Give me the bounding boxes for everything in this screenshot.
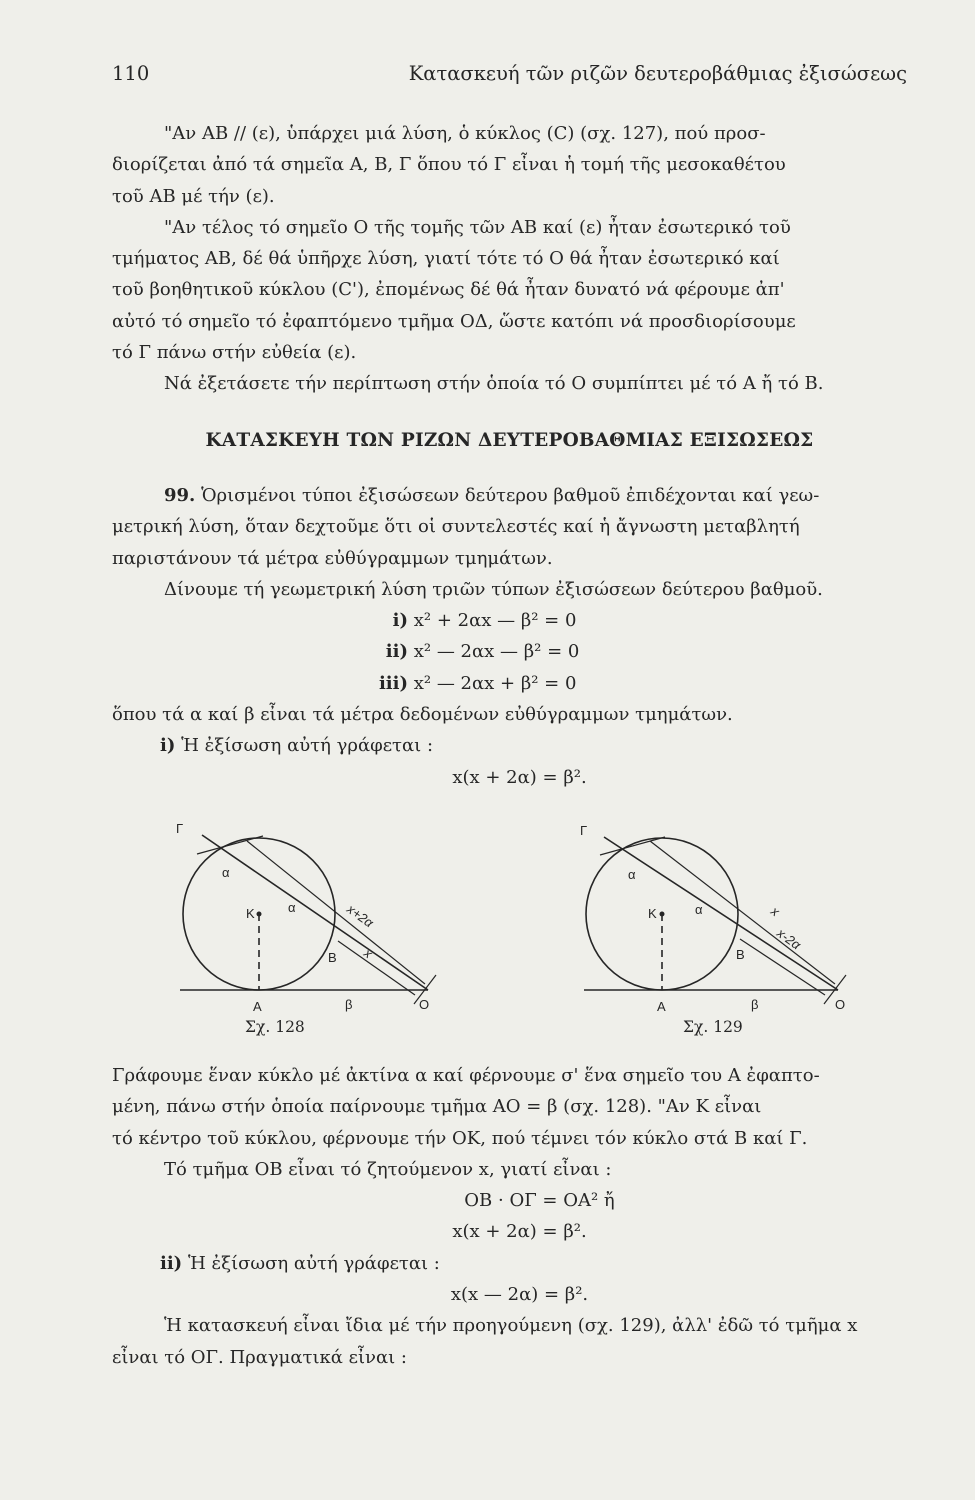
fig128-secant-line xyxy=(202,835,428,990)
para1-line2: διορίζεται ἀπό τά σημεῖα Α, Β, Γ ὅπου τό Γ εἶναι ἡ τομή τῆς μεσοκαθέτου xyxy=(112,154,786,176)
fig128-label-alpha-top: α xyxy=(222,865,230,880)
case1-statement: i) Ἡ ἐξίσωση αὐτή γράφεται : xyxy=(160,735,434,757)
para5: Δίνουμε τή γεωμετρική λύση τριῶν τύπων ἐξισώσεων δεύτερου βαθμοῦ. xyxy=(164,578,823,600)
para7-line3: τό κέντρο τοῦ κύκλου, φέρνουμε τήν ΟΚ, πού τέμνει τόν κύκλο στά Β καί Γ. xyxy=(112,1127,808,1149)
top-text-block xyxy=(112,118,907,400)
fig128-label-k: K xyxy=(246,906,255,921)
fig128-label-x-plus-2a: x+2α xyxy=(344,901,377,931)
para7-line1: Γράφουμε ἕναν κύκλο μέ ἀκτίνα α καί φέρνουμε σ' ἕνα σημεῖο του Α ἐφαπτο- xyxy=(112,1065,820,1086)
para9-line2: εἶναι τό ΟΓ. Πραγματικά εἶναι : xyxy=(112,1346,407,1368)
fig128-center-point xyxy=(257,912,262,917)
case2-statement: ii) Ἡ ἐξίσωση αὐτή γράφεται : xyxy=(160,1252,440,1274)
para2-line5: τό Γ πάνω στήν εὐθεία (ε). xyxy=(112,342,357,364)
para2-line3: τοῦ βοηθητικοῦ κύκλου (C'), ἐπομένως δέ θά ἦταν δυνατό νά φέρουμε ἀπ' xyxy=(112,279,785,301)
fig128-label-o: O xyxy=(419,997,430,1012)
para4-line2: μετρική λύση, ὅταν δεχτοῦμε ὅτι οἱ συντελεστές καί ἡ ἄγνωστη μεταβλητή xyxy=(112,516,800,538)
equation-1: i) x² + 2αx — β² = 0 xyxy=(392,610,577,632)
fig129-label-o: O xyxy=(835,997,846,1012)
fig129-label-alpha-top: α xyxy=(628,867,636,882)
fig129-label-alpha-mid: α xyxy=(695,902,703,917)
section-number: 99. xyxy=(164,485,196,506)
case2-equation: x(x — 2α) = β². xyxy=(450,1284,589,1306)
para8: Τό τμῆμα ΟΒ εἶναι τό ζητούμενον x, γιατί εἶναι : xyxy=(164,1158,612,1180)
figure-129-drawing xyxy=(570,815,870,1015)
section-heading: ΚΑΤΑΣΚΕΥΗ ΤΩΝ ΡΙΖΩΝ ΔΕΥΤΕΡΟΒΑΘΜΙΑΣ ΕΞΙΣΩΣΕΩΣ xyxy=(205,430,814,451)
fig129-label-k: K xyxy=(648,906,657,921)
fig129-secant-line xyxy=(604,837,838,990)
fig129-label-b: B xyxy=(736,947,745,962)
equation-2: ii) x² — 2αx — β² = 0 xyxy=(385,641,580,663)
figure-129 xyxy=(570,815,870,1015)
para2-line1: "Αν τέλος τό σημεῖο Ο τῆς τομῆς τῶν ΑΒ καί (ε) ἦταν ἐσωτερικό τοῦ xyxy=(164,216,791,238)
fig128-label-alpha-mid: α xyxy=(288,900,296,915)
fig128-label-x: x xyxy=(361,945,376,962)
para3: Νά ἐξετάσετε τήν περίπτωση στήν ὁποία τό Ο συμπίπτει μέ τό Α ἤ τό Β. xyxy=(164,373,824,395)
section-99-block xyxy=(112,480,907,793)
page-header xyxy=(112,62,907,92)
fig129-label-a: A xyxy=(657,999,666,1014)
para9-line1: Ἡ κατασκευή εἶναι ἴδια μέ τήν προηγούμενη (σχ. 129), ἀλλ' ἐδῶ τό τμῆμα x xyxy=(164,1315,858,1337)
para4-line1-text: Ὁρισμένοι τύποι ἐξισώσεων δεύτερου βαθμοῦ ἐπιδέχονται καί γεω- xyxy=(201,485,820,506)
para6: ὅπου τά α καί β εἶναι τά μέτρα δεδομένων εὐθύγραμμων τμημάτων. xyxy=(112,704,733,726)
fig129-dim-line-x xyxy=(650,841,835,984)
equation-3: iii) x² — 2αx + β² = 0 xyxy=(378,672,577,694)
fig129-label-beta: β xyxy=(751,997,759,1012)
fig128-label-a: A xyxy=(253,999,262,1014)
para4-line1 xyxy=(112,480,907,511)
bottom-text-block xyxy=(112,1060,907,1373)
case1-equation: x(x + 2α) = β². xyxy=(452,766,587,788)
para1-line1: "Αν ΑΒ // (ε), ὑπάρχει μιά λύση, ὁ κύκλος (C) (σχ. 127), πού προσ- xyxy=(164,123,766,144)
fig129-label-x: x xyxy=(768,903,783,920)
para1-line3: τοῦ ΑΒ μέ τήν (ε). xyxy=(112,185,275,207)
figure-128 xyxy=(160,815,460,1015)
para4-line3: παριστάνουν τά μέτρα εὐθύγραμμων τμημάτων. xyxy=(112,547,553,569)
caption-fig128: Σχ. 128 xyxy=(245,1018,305,1036)
para7-line2: μένη, πάνω στήν ὁποία παίρνουμε τμῆμα ΑΟ = β (σχ. 128). "Αν Κ εἶναι xyxy=(112,1096,762,1118)
figure-128-drawing xyxy=(160,815,460,1015)
equation-x-plus: x(x + 2α) = β². xyxy=(452,1221,587,1243)
fig129-dim-ext-g xyxy=(600,837,665,855)
fig128-dim-line-x xyxy=(338,941,415,995)
fig129-label-x-minus-2a: x-2α xyxy=(774,925,804,953)
equation-ob-og: ΟΒ · ΟΓ = ΟΑ² ἤ xyxy=(464,1190,615,1212)
fig129-center-point xyxy=(660,912,665,917)
fig128-label-g: Γ xyxy=(176,821,184,836)
fig128-label-beta: β xyxy=(345,997,353,1012)
page-number: 110 xyxy=(112,62,150,85)
running-title: Κατασκευή τῶν ριζῶν δευτεροβάθμιας ἐξισώσεως xyxy=(408,62,907,85)
para2-line4: αὐτό τό σημεῖο τό ἐφαπτόμενο τμῆμα ΟΔ, ὥστε κατόπι νά προσδιορίσουμε xyxy=(112,310,796,332)
fig129-label-g: Γ xyxy=(580,823,588,838)
equation-list xyxy=(112,605,907,699)
fig128-label-b: B xyxy=(328,950,337,965)
para2-line2: τμήματος ΑΒ, δέ θά ὑπῆρχε λύση, γιατί τότε τό Ο θά ἦταν ἐσωτερικό καί xyxy=(112,248,780,270)
caption-fig129: Σχ. 129 xyxy=(683,1018,743,1036)
